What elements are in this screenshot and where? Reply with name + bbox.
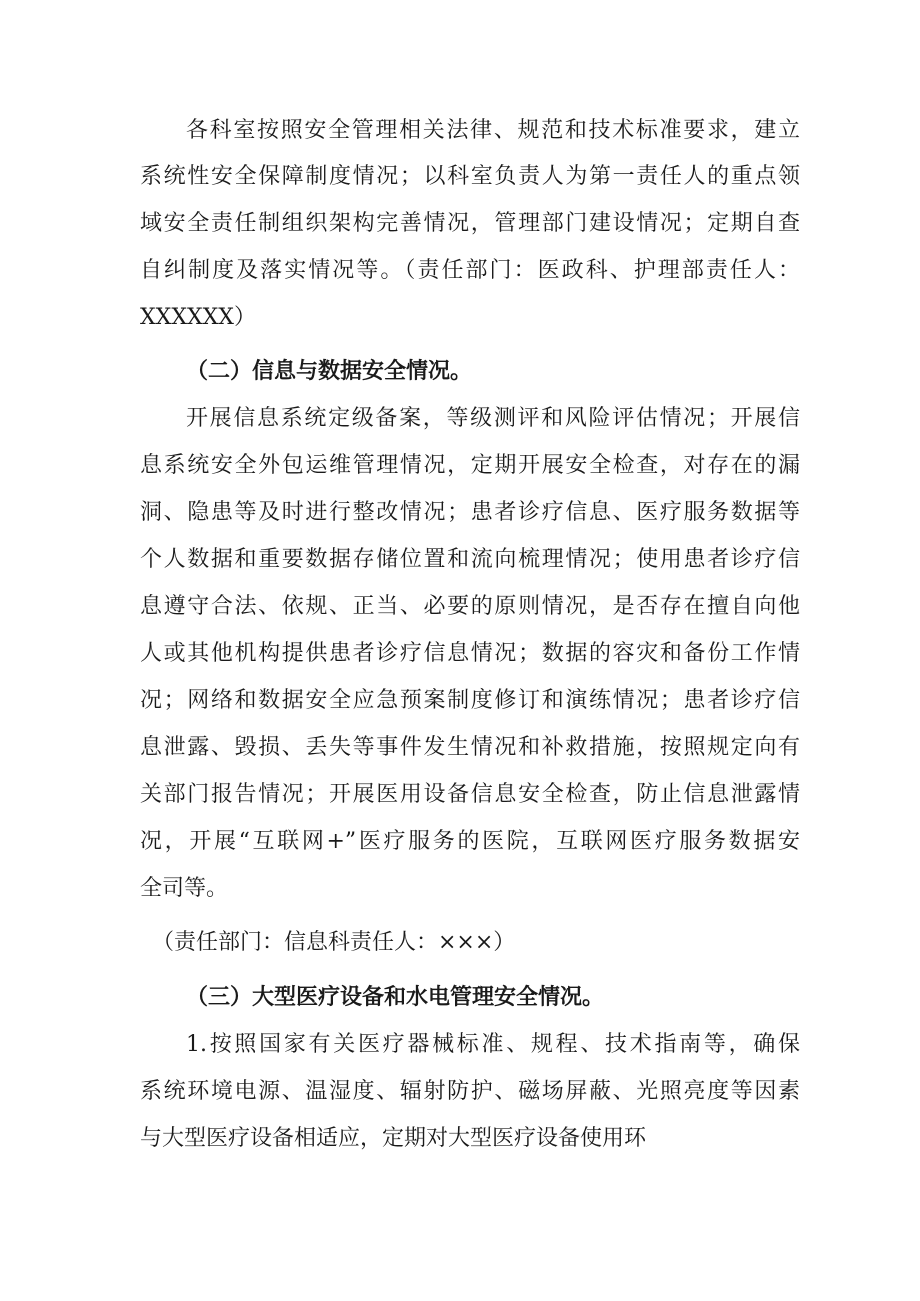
paragraph-line: 域安全责任制组织架构完善情况，管理部门建设情况；定期自查 [140, 211, 800, 236]
paragraph-line: 与大型医疗设备相适应，定期对大型医疗设备使用环 [140, 1126, 647, 1151]
paragraph-line: 息遵守合法、依规、正当、必要的原则情况，是否存在擅自向他 [140, 594, 800, 619]
paragraph-line: 况，开展“互联网+”医疗服务的医院，互联网医疗服务数据安 [140, 829, 800, 854]
paragraph-line: 自纠制度及落实情况等。（责任部门：医政科、护理部责任人： [140, 258, 800, 283]
responsibility-note: （责任部门：信息科责任人：×××） [152, 930, 516, 955]
paragraph-line: 息系统安全外包运维管理情况，定期开展安全检查，对存在的漏 [140, 453, 800, 478]
section-heading: （二）信息与数据安全情况。 [186, 358, 473, 384]
paragraph-line: 洞、隐患等及时进行整改情况；患者诊疗信息、医疗服务数据等 [140, 500, 800, 525]
paragraph-line: 息泄露、毁损、丢失等事件发生情况和补救措施，按照规定向有 [140, 735, 800, 760]
paragraph-line: 各科室按照安全管理相关法律、规范和技术标准要求，建立 [186, 118, 800, 143]
paragraph-line: 个人数据和重要数据存储位置和流向梳理情况；使用患者诊疗信 [140, 547, 800, 572]
paragraph-line: XXXXXX） [140, 305, 256, 330]
paragraph-line: 人或其他机构提供患者诊疗信息情况；数据的容灾和备份工作情 [140, 641, 800, 666]
paragraph-line: 系统环境电源、温湿度、辐射防护、磁场屏蔽、光照亮度等因素 [140, 1079, 800, 1104]
paragraph-line: 系统性安全保障制度情况；以科室负责人为第一责任人的重点领 [140, 164, 800, 189]
paragraph-line: 全司等。 [140, 876, 229, 901]
paragraph-line: 况；网络和数据安全应急预案制度修订和演练情况；患者诊疗信 [140, 688, 800, 713]
paragraph-line: 1.按照国家有关医疗器械标准、规程、技术指南等，确保 [186, 1032, 800, 1057]
paragraph-line: 关部门报告情况；开展医用设备信息安全检查，防止信息泄露情 [140, 782, 800, 807]
section-heading: （三）大型医疗设备和水电管理安全情况。 [186, 984, 605, 1010]
paragraph-line: 开展信息系统定级备案，等级测评和风险评估情况；开展信 [186, 406, 800, 431]
